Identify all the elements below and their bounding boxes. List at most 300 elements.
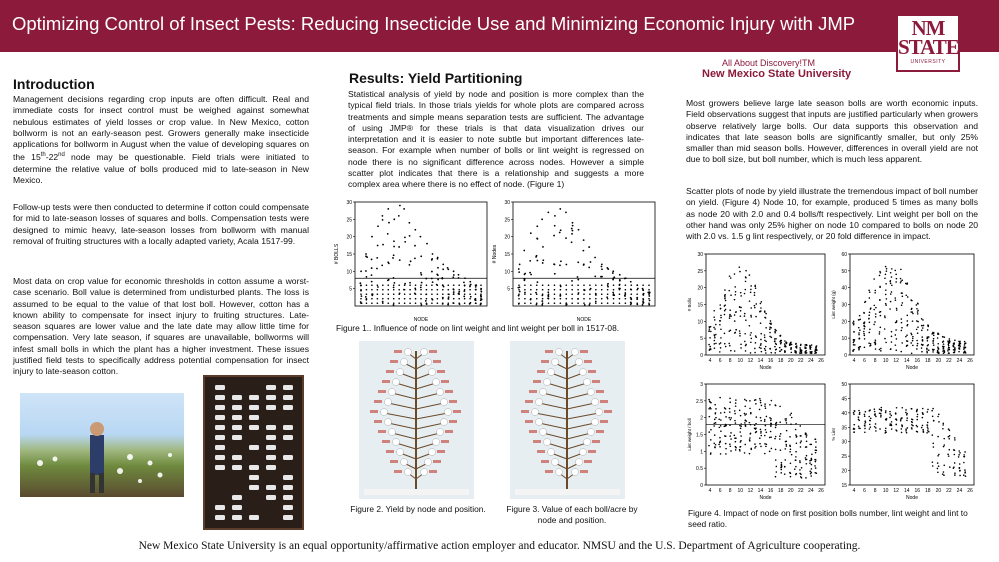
data-point xyxy=(890,301,892,303)
data-point xyxy=(965,352,967,354)
data-point xyxy=(781,462,783,464)
data-point xyxy=(739,330,741,332)
data-point xyxy=(382,244,384,246)
data-point xyxy=(799,460,801,462)
data-point xyxy=(879,286,881,288)
data-point xyxy=(725,300,727,302)
boll-board-photo xyxy=(203,375,304,530)
data-point xyxy=(518,302,520,304)
data-point xyxy=(475,284,477,286)
data-point xyxy=(442,293,444,295)
x-tick-label: 6 xyxy=(718,358,722,364)
right-paragraph-2: Scatter plots of node by yield illustrate the tremendous impact of boll number on yield. (Figure 4) Node 10, for example, produced 5 times as many bolls as node 20 with 2.0 and 0.4 bolls/ft respectively. Lint weight per boll on the other hand was only 25% higher on node 10 compared to bolls on node 20 with 2.0 vs. 1.5 g lint respectively, or 20 fold difference in impact. xyxy=(686,186,978,242)
data-point xyxy=(595,289,597,291)
data-point xyxy=(815,452,817,454)
x-tick-label: 18 xyxy=(925,488,931,494)
data-point xyxy=(905,336,907,338)
data-point xyxy=(745,281,747,283)
data-point xyxy=(942,336,944,338)
data-point xyxy=(858,319,860,321)
data-point xyxy=(729,424,731,426)
data-point xyxy=(583,263,585,265)
data-point xyxy=(917,426,919,428)
data-point xyxy=(393,302,395,304)
data-point xyxy=(589,302,591,304)
data-point xyxy=(927,422,929,424)
data-point xyxy=(571,302,573,304)
data-point xyxy=(582,250,584,252)
data-point xyxy=(404,236,406,238)
data-point xyxy=(542,284,544,286)
data-point xyxy=(902,302,904,304)
data-point xyxy=(769,326,771,328)
data-point xyxy=(880,350,882,352)
cotton-boll xyxy=(596,409,603,416)
data-point xyxy=(725,448,727,450)
data-point xyxy=(713,425,715,427)
data-point xyxy=(447,304,449,306)
data-point xyxy=(437,284,439,286)
data-point xyxy=(906,417,908,419)
data-point xyxy=(901,428,903,430)
data-point xyxy=(719,351,721,353)
boll-sample xyxy=(266,405,276,410)
data-point xyxy=(565,237,567,239)
data-point xyxy=(795,451,797,453)
data-point xyxy=(765,346,767,348)
boll-sample xyxy=(266,395,276,400)
data-point xyxy=(740,343,742,345)
data-point xyxy=(958,351,960,353)
data-point xyxy=(891,336,893,338)
data-point xyxy=(959,463,961,465)
data-point xyxy=(530,302,532,304)
data-point xyxy=(921,325,923,327)
data-point xyxy=(630,293,632,295)
data-point xyxy=(938,454,940,456)
data-point xyxy=(415,284,417,286)
data-point xyxy=(714,419,716,421)
data-point xyxy=(761,351,763,353)
data-point xyxy=(800,344,802,346)
data-point xyxy=(387,293,389,295)
data-point xyxy=(786,445,788,447)
results-heading: Results: Yield Partitioning xyxy=(349,70,523,86)
data-point xyxy=(944,336,946,338)
cotton-boll xyxy=(385,399,392,406)
data-point xyxy=(404,298,406,300)
data-point xyxy=(398,298,400,300)
data-point xyxy=(959,452,961,454)
cotton-boll xyxy=(576,459,583,466)
data-point xyxy=(943,438,945,440)
data-point xyxy=(933,335,935,337)
data-point xyxy=(714,328,716,330)
value-marker xyxy=(584,460,592,463)
boll-sample xyxy=(215,405,225,410)
data-point xyxy=(949,342,951,344)
data-point xyxy=(937,337,939,339)
data-point xyxy=(517,287,519,289)
field-photo xyxy=(20,393,184,497)
data-point xyxy=(912,340,914,342)
cotton-boll xyxy=(385,419,392,426)
data-point xyxy=(885,283,887,285)
data-point xyxy=(794,350,796,352)
value-marker xyxy=(453,410,461,413)
data-point xyxy=(735,441,737,443)
x-tick-label: 22 xyxy=(798,488,804,494)
boll-sample xyxy=(283,515,293,520)
data-point xyxy=(426,302,428,304)
data-point xyxy=(922,319,924,321)
cotton-boll xyxy=(540,429,547,436)
cotton-boll xyxy=(397,449,404,456)
data-point xyxy=(906,345,908,347)
data-point xyxy=(387,261,389,263)
x-tick-label: 14 xyxy=(903,358,910,364)
data-point xyxy=(780,449,782,451)
data-point xyxy=(359,282,361,284)
data-point xyxy=(943,343,945,345)
x-axis-label: Node xyxy=(759,365,772,371)
boll-sample xyxy=(283,395,293,400)
data-point xyxy=(571,298,573,300)
data-point xyxy=(805,352,807,354)
data-point xyxy=(728,330,730,332)
data-point xyxy=(554,215,556,217)
data-point xyxy=(750,332,752,334)
data-point xyxy=(964,469,966,471)
data-point xyxy=(548,289,550,291)
data-point xyxy=(775,427,777,429)
value-marker xyxy=(529,390,537,393)
data-point xyxy=(612,292,614,294)
cotton-boll xyxy=(433,439,440,446)
data-point xyxy=(964,456,966,458)
data-point xyxy=(795,456,797,458)
data-point xyxy=(625,298,627,300)
data-point xyxy=(776,471,778,473)
data-point xyxy=(607,286,609,288)
data-point xyxy=(858,410,860,412)
data-point xyxy=(858,420,860,422)
data-point xyxy=(744,399,746,401)
data-point xyxy=(536,225,538,227)
data-point xyxy=(464,284,466,286)
data-point xyxy=(917,414,919,416)
data-point xyxy=(791,417,793,419)
boll-sample xyxy=(249,465,259,470)
data-point xyxy=(360,284,362,286)
data-point xyxy=(896,338,898,340)
data-point xyxy=(612,272,614,274)
data-point xyxy=(905,294,907,296)
data-point xyxy=(720,419,722,421)
data-point xyxy=(749,300,751,302)
data-point xyxy=(868,290,870,292)
data-point xyxy=(577,298,579,300)
data-point xyxy=(907,296,909,298)
data-point xyxy=(965,475,967,477)
data-point xyxy=(431,293,433,295)
data-point xyxy=(880,315,882,317)
data-point xyxy=(938,414,940,416)
data-point xyxy=(795,429,797,431)
data-point xyxy=(875,307,877,309)
data-point xyxy=(447,267,449,269)
data-point xyxy=(729,445,731,447)
data-point xyxy=(864,338,866,340)
data-point xyxy=(547,212,549,214)
data-point xyxy=(799,425,801,427)
data-point xyxy=(426,284,428,286)
data-point xyxy=(594,275,596,277)
data-point xyxy=(708,344,710,346)
data-point xyxy=(724,314,726,316)
data-point xyxy=(584,304,586,306)
boll-sample xyxy=(266,485,276,490)
data-point xyxy=(932,342,934,344)
data-point xyxy=(864,346,866,348)
data-point xyxy=(730,350,732,352)
data-point xyxy=(948,428,950,430)
data-point xyxy=(911,308,913,310)
data-point xyxy=(365,255,367,257)
data-point xyxy=(377,245,379,247)
data-point xyxy=(779,438,781,440)
data-point xyxy=(964,344,966,346)
value-marker xyxy=(441,440,449,443)
data-point xyxy=(954,449,956,451)
x-tick-label: 4 xyxy=(852,358,856,364)
data-point xyxy=(530,232,532,234)
intro-paragraph-1 xyxy=(13,94,309,186)
data-point xyxy=(475,298,477,300)
data-point xyxy=(942,346,944,348)
data-point xyxy=(642,289,644,291)
boll-sample xyxy=(215,425,225,430)
data-point xyxy=(371,284,373,286)
data-point xyxy=(713,334,715,336)
data-point xyxy=(740,423,742,425)
data-point xyxy=(745,270,747,272)
data-point xyxy=(963,352,965,354)
data-point xyxy=(764,310,766,312)
data-point xyxy=(810,475,812,477)
data-point xyxy=(809,345,811,347)
data-point xyxy=(542,246,544,248)
data-point xyxy=(577,289,579,291)
data-point xyxy=(735,422,737,424)
data-point xyxy=(560,289,562,291)
data-point xyxy=(907,324,909,326)
data-point xyxy=(360,293,362,295)
data-point xyxy=(708,445,710,447)
data-point xyxy=(880,272,882,274)
data-point xyxy=(900,282,902,284)
x-tick-label: 4 xyxy=(708,488,712,494)
data-point xyxy=(376,257,378,259)
data-point xyxy=(366,293,368,295)
data-point xyxy=(869,428,871,430)
data-point xyxy=(530,298,532,300)
data-point xyxy=(886,419,888,421)
data-point xyxy=(710,439,712,441)
data-point xyxy=(724,298,726,300)
data-point xyxy=(770,348,772,350)
y-tick-label: 30 xyxy=(841,439,847,446)
data-point xyxy=(800,446,802,448)
data-point xyxy=(815,449,817,451)
data-point xyxy=(740,292,742,294)
data-point xyxy=(739,410,741,412)
value-marker xyxy=(588,370,596,373)
data-point xyxy=(480,291,482,293)
data-point xyxy=(917,310,919,312)
data-point xyxy=(409,282,411,284)
data-point xyxy=(469,302,471,304)
data-point xyxy=(901,292,903,294)
data-point xyxy=(922,408,924,410)
data-point xyxy=(870,418,872,420)
data-point xyxy=(725,416,727,418)
value-marker xyxy=(545,470,553,473)
data-point xyxy=(458,274,460,276)
value-marker xyxy=(374,420,382,423)
data-point xyxy=(922,340,924,342)
value-marker xyxy=(429,470,437,473)
data-point xyxy=(426,289,428,291)
figure-4-ratio-chart xyxy=(830,380,980,505)
data-point xyxy=(560,298,562,300)
data-point xyxy=(760,400,762,402)
data-point xyxy=(886,270,888,272)
data-point xyxy=(754,424,756,426)
data-point xyxy=(480,293,482,295)
data-point xyxy=(426,293,428,295)
data-point xyxy=(469,284,471,286)
data-point xyxy=(714,319,716,321)
data-point xyxy=(764,348,766,350)
data-point xyxy=(874,292,876,294)
data-point xyxy=(410,260,412,262)
boll-sample xyxy=(215,465,225,470)
data-point xyxy=(601,289,603,291)
data-point xyxy=(885,342,887,344)
data-point xyxy=(760,339,762,341)
data-point xyxy=(387,233,389,235)
data-point xyxy=(442,289,444,291)
cotton-boll xyxy=(393,439,400,446)
data-point xyxy=(864,423,866,425)
data-point xyxy=(879,412,881,414)
data-point xyxy=(963,474,965,476)
data-point xyxy=(873,278,875,280)
data-point xyxy=(770,436,772,438)
data-point xyxy=(948,455,950,457)
cotton-boll xyxy=(572,349,579,356)
x-tick-label: 6 xyxy=(863,488,866,494)
data-point xyxy=(959,347,961,349)
data-point xyxy=(917,332,919,334)
cotton-boll xyxy=(437,429,444,436)
cotton-boll xyxy=(389,389,396,396)
value-marker xyxy=(537,370,545,373)
data-point xyxy=(789,451,791,453)
data-point xyxy=(366,289,368,291)
data-point xyxy=(409,302,411,304)
data-point xyxy=(371,293,373,295)
data-point xyxy=(954,454,956,456)
data-point xyxy=(735,405,737,407)
data-point xyxy=(933,420,935,422)
tagline: All About Discovery!TM xyxy=(722,58,816,68)
data-point xyxy=(719,324,721,326)
data-point xyxy=(927,411,929,413)
y-axis-label: # Bolls xyxy=(687,297,692,312)
data-point xyxy=(853,342,855,344)
data-point xyxy=(536,237,538,239)
data-point xyxy=(560,302,562,304)
y-tick-label: 2.5 xyxy=(696,398,703,405)
data-point xyxy=(720,308,722,310)
data-point xyxy=(393,286,395,288)
data-point xyxy=(613,284,615,286)
data-point xyxy=(377,286,379,288)
y-axis-label: # BOLLS xyxy=(334,243,340,265)
data-point xyxy=(720,337,722,339)
data-point xyxy=(536,289,538,291)
value-marker xyxy=(525,420,533,423)
data-point xyxy=(636,293,638,295)
data-point xyxy=(437,298,439,300)
data-point xyxy=(891,276,893,278)
data-point xyxy=(886,298,888,300)
data-point xyxy=(906,420,908,422)
boll-sample xyxy=(283,435,293,440)
y-tick-label: 45 xyxy=(841,396,847,403)
data-point xyxy=(431,289,433,291)
data-point xyxy=(715,412,717,414)
x-tick-label: 26 xyxy=(967,488,973,494)
data-point xyxy=(719,437,721,439)
data-point xyxy=(901,342,903,344)
data-point xyxy=(900,420,902,422)
data-point xyxy=(542,293,544,295)
cotton-boll xyxy=(540,389,547,396)
data-point xyxy=(760,344,762,346)
data-point xyxy=(811,351,813,353)
right-paragraph-1: Most growers believe large late season bolls are worth economic inputs. Field observations suggest that inputs are justified particularly when growers observe relatively large bolls. Our data supports this observation and indicates that late season bolls are significantly smaller, but only 25% smaller than mid season bolls. However, differences in overall yield are not due to boll size, but boll number, which is much less apparent. xyxy=(686,98,978,165)
data-point xyxy=(894,270,896,272)
x-axis-label: Node xyxy=(906,495,918,501)
data-point xyxy=(619,284,621,286)
data-point xyxy=(906,340,908,342)
data-point xyxy=(765,431,767,433)
data-point xyxy=(447,302,449,304)
data-point xyxy=(589,304,591,306)
data-point xyxy=(750,307,752,309)
data-point xyxy=(715,343,717,345)
data-point xyxy=(607,284,609,286)
data-point xyxy=(891,421,893,423)
data-point xyxy=(933,344,935,346)
data-point xyxy=(927,424,929,426)
data-point xyxy=(625,293,627,295)
data-point xyxy=(577,276,579,278)
data-point xyxy=(754,285,756,287)
